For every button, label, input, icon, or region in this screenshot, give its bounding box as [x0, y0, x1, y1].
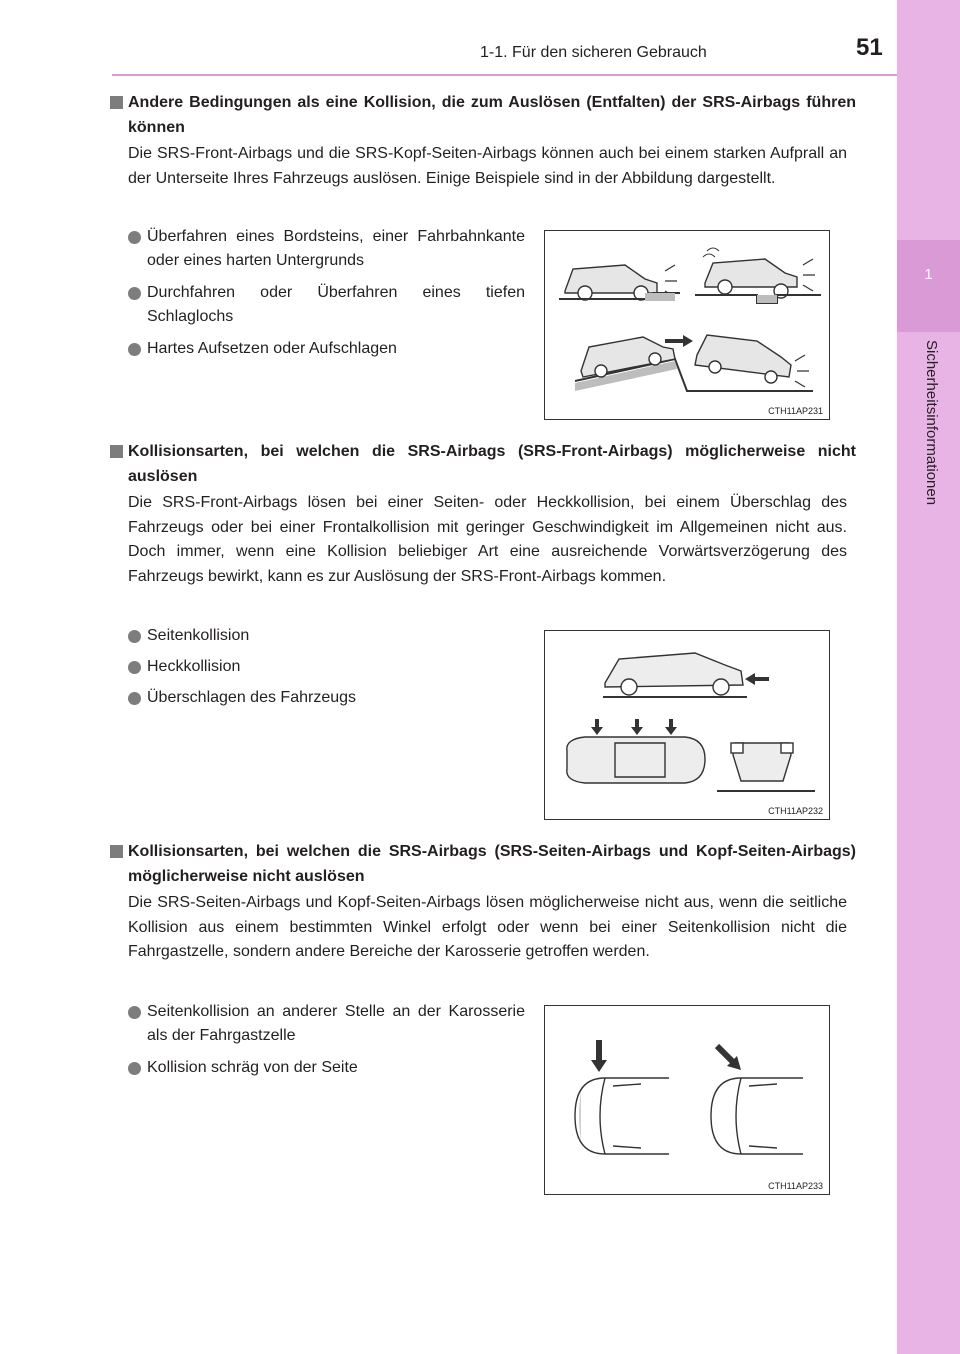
- page-number: 51: [856, 34, 883, 61]
- circle-bullet-icon: [128, 343, 141, 356]
- list-item: Kollision schräg von der Seite: [128, 1056, 525, 1080]
- circle-bullet-icon: [128, 1006, 141, 1019]
- figure-non-frontal-collisions: [544, 630, 830, 820]
- circle-bullet-icon: [128, 287, 141, 300]
- section-body-3: Die SRS-Seiten-Airbags und Kopf-Seiten-Airbags lösen möglicherweise nicht aus, wenn die seitliche Kollision aus einem bestimmten Winkel erfolgt oder wenn bei einer Seitenkollision nicht die Fahrgastzelle, sondern andere Bereiche der Karosserie getroffen werden.: [128, 894, 847, 960]
- figure-side-collisions: [544, 1005, 830, 1195]
- figure-underbody-impact: [544, 230, 830, 420]
- underbody-impact-illustration: [545, 231, 829, 419]
- list-item: Überfahren eines Bordsteins, einer Fahrbahnkante oder eines harten Untergrunds: [128, 225, 525, 273]
- header-rule: [112, 74, 897, 76]
- section-body-2: Die SRS-Front-Airbags lösen bei einer Seiten- oder Heckkollision, bei einem Überschlag des Fahrzeugs oder bei einer Frontalkollision mit geringer Geschwindigkeit im Allgemeinen nicht aus. Doch immer, wenn eine Kollision beliebiger Art eine ausreichende Vorwärtsverzögerung des Fahrzeugs bewirkt, kann es zur Auslösung der SRS-Front-Airbags kommen.: [128, 494, 847, 585]
- section-heading-1: Andere Bedingungen als eine Kollision, die zum Auslösen (Entfalten) der SRS-Airbags führen können: [110, 91, 856, 140]
- section-body-1: Die SRS-Front-Airbags und die SRS-Kopf-Seiten-Airbags können auch bei einem starken Aufprall an der Unterseite Ihres Fahrzeugs auslösen. Einige Beispiele sind in der Abbildung dargestellt.: [128, 145, 847, 187]
- figure-code: CTH11AP231: [768, 406, 823, 416]
- circle-bullet-icon: [128, 1062, 141, 1075]
- list-item: Durchfahren oder Überfahren eines tiefen Schlaglochs: [128, 281, 525, 329]
- square-bullet-icon: [110, 845, 123, 858]
- figure-code: CTH11AP232: [768, 806, 823, 816]
- circle-bullet-icon: [128, 231, 141, 244]
- list-item: Überschlagen des Fahrzeugs: [128, 686, 525, 710]
- figure-code: CTH11AP233: [768, 1181, 823, 1191]
- circle-bullet-icon: [128, 661, 141, 674]
- circle-bullet-icon: [128, 692, 141, 705]
- square-bullet-icon: [110, 445, 123, 458]
- square-bullet-icon: [110, 96, 123, 109]
- chapter-side-tab: [897, 0, 960, 1354]
- list-item: Seitenkollision: [128, 624, 525, 648]
- section-heading-2: Kollisionsarten, bei welchen die SRS-Airbags (SRS-Front-Airbags) möglicherweise nicht auslösen: [110, 440, 856, 489]
- list-item: Heckkollision: [128, 655, 525, 679]
- side-collisions-illustration: [545, 1006, 829, 1194]
- chapter-tab-marker: [897, 240, 960, 332]
- circle-bullet-icon: [128, 630, 141, 643]
- section-heading-3: Kollisionsarten, bei welchen die SRS-Airbags (SRS-Seiten-Airbags und Kopf-Seiten-Airbags) möglicherweise nicht auslösen: [110, 840, 856, 889]
- list-item: Seitenkollision an anderer Stelle an der Karosserie als der Fahrgastzelle: [128, 1000, 525, 1048]
- chapter-number: 1: [924, 266, 933, 283]
- non-frontal-collisions-illustration: [545, 631, 829, 819]
- section-header: 1-1. Für den sicheren Gebrauch: [480, 44, 707, 61]
- list-item: Hartes Aufsetzen oder Aufschlagen: [128, 337, 525, 361]
- chapter-title: Sicherheitsinformationen: [923, 340, 940, 506]
